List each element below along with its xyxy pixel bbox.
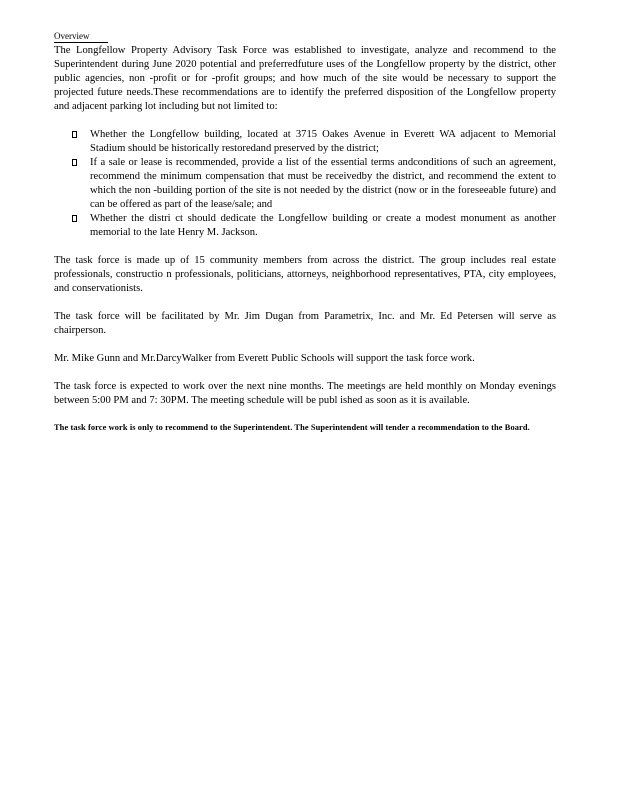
schedule-paragraph: The task force is expected to work over the next nine months. The meetings are held monthly on Monday evenings between 5:00 PM and 7: 30PM. The meeting schedule will be publ ished as soon as it is available.: [54, 381, 556, 406]
list-item-text: Whether the distri ct should dedicate the Longfellow building or create a modest monument as another memorial to the late Henry M. Jackson.: [90, 213, 556, 238]
list-item: [72, 212, 556, 240]
membership-paragraph: The task force is made up of 15 community members from across the district. The group includes real estate professionals, constructio n professionals, politicians, attorneys, neighborhood representatives, PTA, city employees, and conservationists.: [54, 255, 556, 294]
support-paragraph: Mr. Mike Gunn and Mr.DarcyWalker from Everett Public Schools will support the task force work.: [54, 353, 475, 364]
list-item: [72, 128, 556, 156]
bullet-icon: [72, 215, 77, 222]
list-item: [72, 156, 556, 212]
document-body: [54, 30, 556, 434]
intro-paragraph: The Longfellow Property Advisory Task Force was established to investigate, analyze and recommend to the Superintendent during June 2020 potential and preferredfuture uses of the Longfellow property by the district, other public agencies, non -profit or for -profit groups; and how much of the site would be necessary to support the projected future needs.These recommendations are to identify the preferred disposition of the Longfellow property and adjacent parking lot including but not limited to:: [54, 45, 556, 112]
list-item-text: Whether the Longfellow building, located at 3715 Oakes Avenue in Everett WA adjacent to Memorial Stadium should be historically restoredand preserved by the district;: [90, 129, 556, 154]
bullet-icon: [72, 159, 77, 166]
facilitation-paragraph: The task force will be facilitated by Mr. Jim Dugan from Parametrix, Inc. and Mr. Ed Petersen will serve as chairperson.: [54, 311, 556, 336]
list-item-text: If a sale or lease is recommended, provide a list of the essential terms andconditions of such an agreement, recommend the minimum compensation that must be receivedby the district, and recommend the extent to which the non -building portion of the site is not needed by the district (now or in the foreseeable future) and can be offered as part of the lease/sale; and: [90, 157, 556, 210]
closing-statement: The task force work is only to recommend to the Superintendent. The Superintendent will tender a recommendation to the Board.: [54, 423, 530, 432]
recommendation-list: [54, 128, 556, 240]
section-heading: Overview: [54, 30, 108, 43]
bullet-icon: [72, 131, 77, 138]
